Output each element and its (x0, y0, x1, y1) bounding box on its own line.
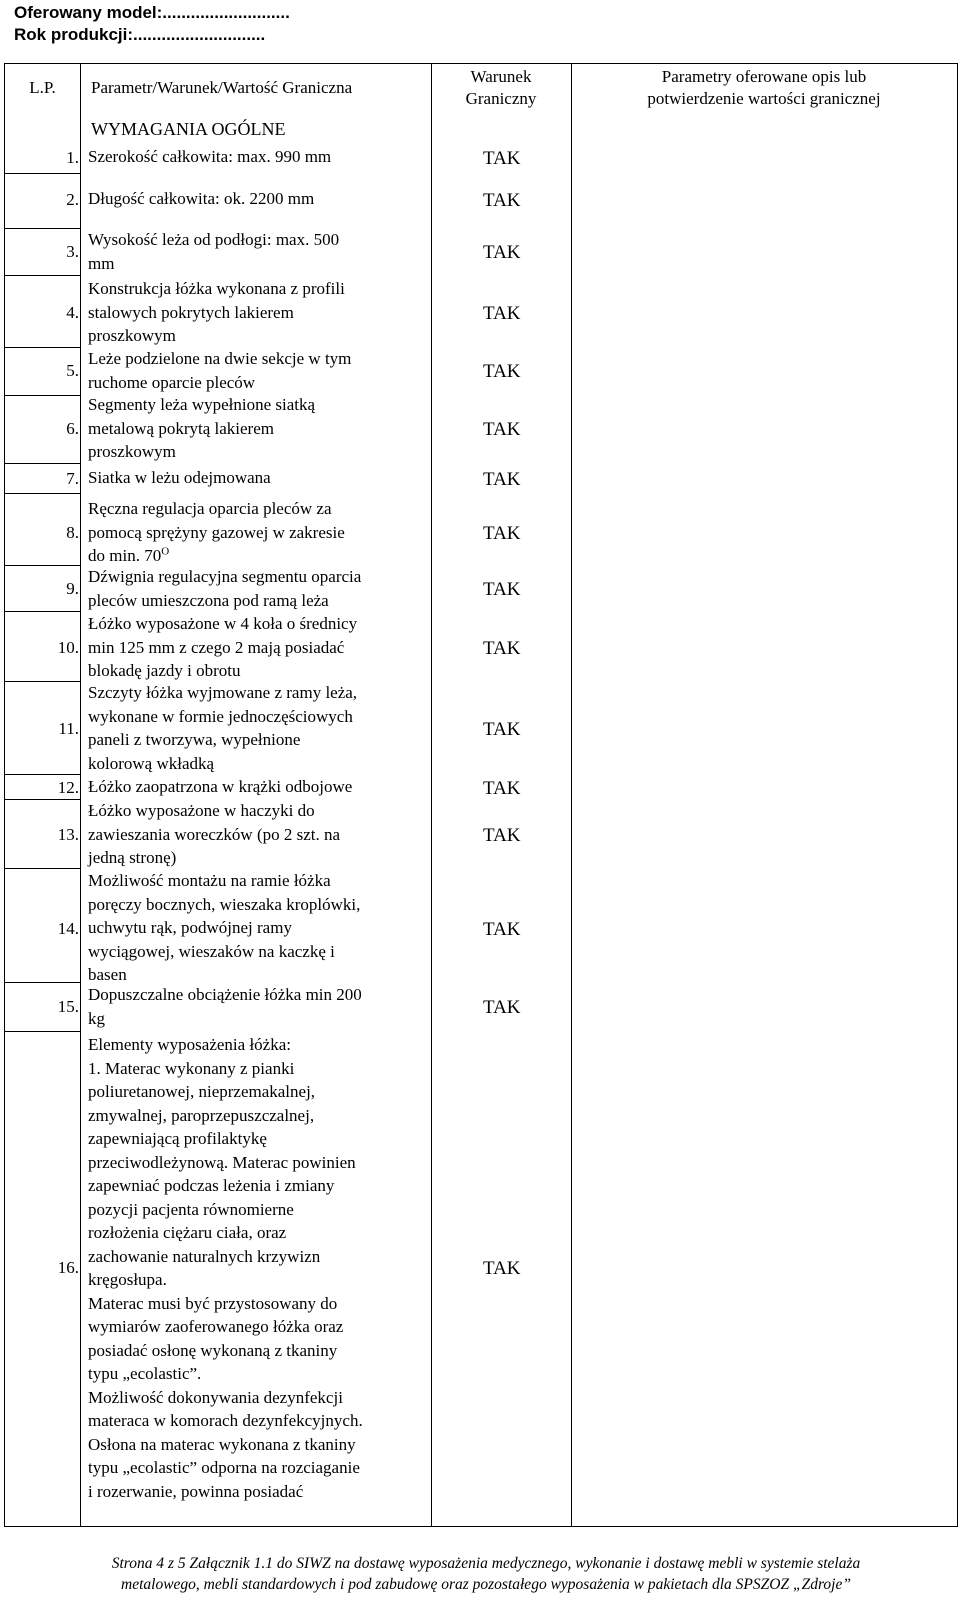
row-condition-value: TAK (483, 419, 521, 441)
row-separator (5, 611, 80, 612)
offer-header (14, 2, 290, 46)
row-number: 9. (66, 579, 79, 599)
row-separator (5, 173, 80, 174)
row-number: 11. (58, 718, 79, 738)
requirement-line: zapewniać podczas leżenia i zmiany (88, 1176, 335, 1195)
table-top-border (5, 63, 957, 64)
row-separator (5, 681, 80, 682)
requirement-line: Łóżko wyposażone w haczyki do (88, 801, 315, 820)
requirement-line: wykonane w formie jednoczęściowych (88, 706, 353, 726)
requirement-line: rozłożenia ciężaru ciała, oraz (88, 1223, 287, 1242)
row-condition-value: TAK (483, 189, 521, 211)
row-condition-value: TAK (483, 918, 521, 940)
row-requirement-text (88, 145, 428, 169)
requirement-line: typu „ecolastic”. (88, 1364, 202, 1383)
requirement-line: materaca w komorach dezynfekcyjnych. (88, 1411, 363, 1430)
requirement-line: metalową pokrytą lakierem (88, 418, 274, 438)
row-requirement-text (88, 277, 428, 348)
requirement-line: do min. $70^O$ (88, 545, 170, 565)
requirement-line: pozycji pacjenta równomierne (88, 1199, 294, 1219)
row-requirement-text (88, 565, 428, 612)
footer-line2: metalowego, mebli standardowych i pod zabudowę oraz pozostałego wyposażenia w pakietach dla SPSZOZ „Zdroje” (121, 1576, 851, 1593)
requirement-line: stalowych pokrytych lakierem (88, 302, 294, 322)
requirement-line: basen (88, 965, 127, 984)
row-number: 12. (57, 777, 79, 797)
row-condition-value: TAK (483, 997, 521, 1019)
requirement-line: blokadę jazdy i obrotu (88, 661, 241, 680)
requirement-line: mm (88, 253, 115, 273)
footer-line1: Strona 4 z 5 Załącznik 1.1 do SIWZ na dostawę wyposażenia medycznego, wykonanie i dostawę mebli w systemie stelaża (111, 1555, 861, 1572)
row-number: 6. (66, 419, 79, 439)
requirement-line: pomocą sprężyny gazowej w zakresie (88, 522, 345, 542)
requirement-line: ruchome oparcie pleców (88, 372, 256, 392)
row-number: 2. (66, 189, 79, 209)
requirement-line: Łóżko wyposażone w 4 koła o średnicy (88, 614, 358, 633)
requirement-line: zawieszania woreczków (po 2 szt. na (88, 824, 341, 844)
degree-superscript: O (161, 545, 170, 558)
column-divider (431, 63, 432, 1526)
header-oferowane-line2: potwierdzenie wartości granicznej (647, 89, 881, 108)
requirement-line: Wysokość leża od podłogi: max. 500 (88, 230, 340, 249)
requirement-line: Dopuszczalne obciążenie łóżka min 200 (88, 985, 362, 1004)
row-number: 5. (66, 361, 79, 381)
year-label: Rok produkcji:............................ (14, 25, 266, 44)
requirement-line: wymiarów zaoferowanego łóżka oraz (88, 1317, 344, 1336)
requirement-line: Możliwość montażu na ramie łóżka (88, 871, 331, 890)
row-number: 8. (66, 523, 79, 543)
row-requirement-text (88, 228, 428, 275)
requirement-line: Elementy wyposażenia łóżka: (88, 1035, 291, 1054)
requirement-line: 1. Materac wykonany z pianki (88, 1058, 295, 1078)
row-condition-value: TAK (483, 303, 521, 325)
row-separator (5, 868, 80, 869)
requirement-line: poręczy bocznych, wieszaka kroplówki, (88, 894, 361, 914)
row-condition-value: TAK (483, 718, 521, 740)
requirement-line: Długość całkowita: ok. 2200 mm (88, 189, 315, 208)
requirement-line: Osłona na materac wykonana z tkaniny (88, 1434, 356, 1454)
row-separator (5, 565, 80, 566)
row-requirement-text (88, 799, 428, 870)
row-requirement-text (88, 347, 428, 394)
row-condition-value: TAK (483, 579, 521, 601)
requirement-line: uchwytu rąk, podwójnej ramy (88, 918, 292, 937)
requirement-line: przeciwodleżynową. Materac powinien (88, 1152, 356, 1172)
row-requirement-text (88, 1033, 428, 1503)
requirement-line: i rozerwanie, powinna posiadać (88, 1481, 304, 1501)
requirement-line: wyciągowej, wieszaków na kaczkę i (88, 941, 335, 961)
requirement-line: kg (88, 1008, 105, 1028)
row-separator (5, 347, 80, 348)
row-condition-value: TAK (483, 361, 521, 383)
requirement-line: zmywalnej, paroprzepuszczalnej, (88, 1105, 315, 1125)
row-separator (5, 982, 80, 983)
requirement-line: Materac musi być przystosowany do (88, 1293, 338, 1313)
row-condition-value: TAK (483, 1258, 521, 1279)
row-separator (5, 228, 80, 229)
requirement-line: poliuretanowej, nieprzemakalnej, (88, 1082, 316, 1101)
header-param: Parametr/Warunek/Wartość Graniczna (91, 78, 353, 97)
row-number: 4. (66, 303, 79, 323)
requirement-line: Dźwignia regulacyjna segmentu oparcia (88, 567, 362, 586)
requirement-line: pleców umieszczona pod ramą leża (88, 590, 329, 610)
row-condition-value: TAK (483, 468, 521, 490)
header-oferowane-line1: Parametry oferowane opis lub (661, 67, 867, 86)
row-number: 7. (66, 468, 79, 488)
row-condition-value: TAK (483, 638, 521, 660)
row-number: 13. (57, 825, 79, 845)
requirement-line: Szerokość całkowita: max. 990 mm (88, 147, 332, 166)
row-requirement-text (88, 775, 428, 799)
model-label: Oferowany model:........................... (14, 3, 290, 22)
requirement-line: Możliwość dokonywania dezynfekcji (88, 1387, 343, 1407)
requirement-line: paneli z tworzywa, wypełnione (88, 730, 301, 749)
row-requirement-text (88, 466, 428, 490)
row-condition-value: TAK (483, 825, 521, 847)
row-number: 16. (57, 1258, 79, 1277)
row-condition-value: TAK (483, 777, 521, 799)
row-separator (5, 275, 80, 276)
requirement-line: zachowanie naturalnych krzywizn (88, 1246, 321, 1266)
row-requirement-text (88, 393, 428, 464)
header-warunek-line2: Graniczny (465, 89, 537, 108)
requirement-line: Leże podzielone na dwie sekcje w tym (88, 349, 352, 368)
row-condition-value: TAK (483, 242, 521, 264)
requirement-line: proszkowym (88, 326, 176, 345)
header-warunek-line1: Warunek (470, 67, 532, 86)
row-condition-value: TAK (483, 147, 521, 169)
header-oferowane (571, 66, 957, 110)
row-condition-value: TAK (483, 523, 521, 545)
row-separator (5, 463, 80, 464)
column-divider (571, 63, 572, 1526)
header-warunek (431, 66, 571, 110)
requirement-line: kolorową wkładką (88, 753, 215, 773)
requirement-line: min 125 mm z czego 2 mają posiadać (88, 637, 345, 657)
row-separator (5, 1031, 80, 1032)
row-number: 1. (66, 147, 79, 167)
row-number: 10. (57, 638, 79, 658)
row-requirement-text (88, 983, 428, 1030)
section-title: WYMAGANIA OGÓLNE (91, 119, 286, 139)
requirement-line: Ręczna regulacja oparcia pleców za (88, 499, 332, 518)
requirement-line: jedną stronę) (88, 848, 177, 867)
row-requirement-text (88, 497, 428, 568)
requirement-line: Konstrukcja łóżka wykonana z profili (88, 279, 345, 298)
row-separator (5, 395, 80, 396)
requirement-line: typu „ecolastic” odporna na rozciaganie (88, 1458, 360, 1477)
row-requirement-text (88, 681, 428, 775)
requirement-line: kręgosłupa. (88, 1270, 167, 1289)
requirement-line: Segmenty leża wypełnione siatką (88, 395, 316, 414)
requirement-line: zapewniającą profilaktykę (88, 1129, 267, 1148)
row-separator (5, 799, 80, 800)
page-footer (26, 1553, 946, 1595)
requirement-line: posiadać osłonę wykonaną z tkaniny (88, 1340, 338, 1360)
row-requirement-text (88, 187, 428, 211)
row-number: 15. (57, 997, 79, 1017)
row-requirement-text (88, 869, 428, 987)
header-lp: L.P. (29, 78, 56, 97)
row-number: 14. (57, 918, 79, 938)
requirement-line: Łóżko zaopatrzona w krążki odbojowe (88, 777, 353, 796)
requirement-line: Szczyty łóżka wyjmowane z ramy leża, (88, 683, 358, 702)
requirements-table (4, 63, 958, 1527)
row-number: 3. (66, 242, 79, 262)
row-requirement-text (88, 612, 428, 683)
requirement-line: Siatka w leżu odejmowana (88, 468, 271, 487)
row-separator (5, 493, 80, 494)
requirement-line: proszkowym (88, 442, 176, 461)
